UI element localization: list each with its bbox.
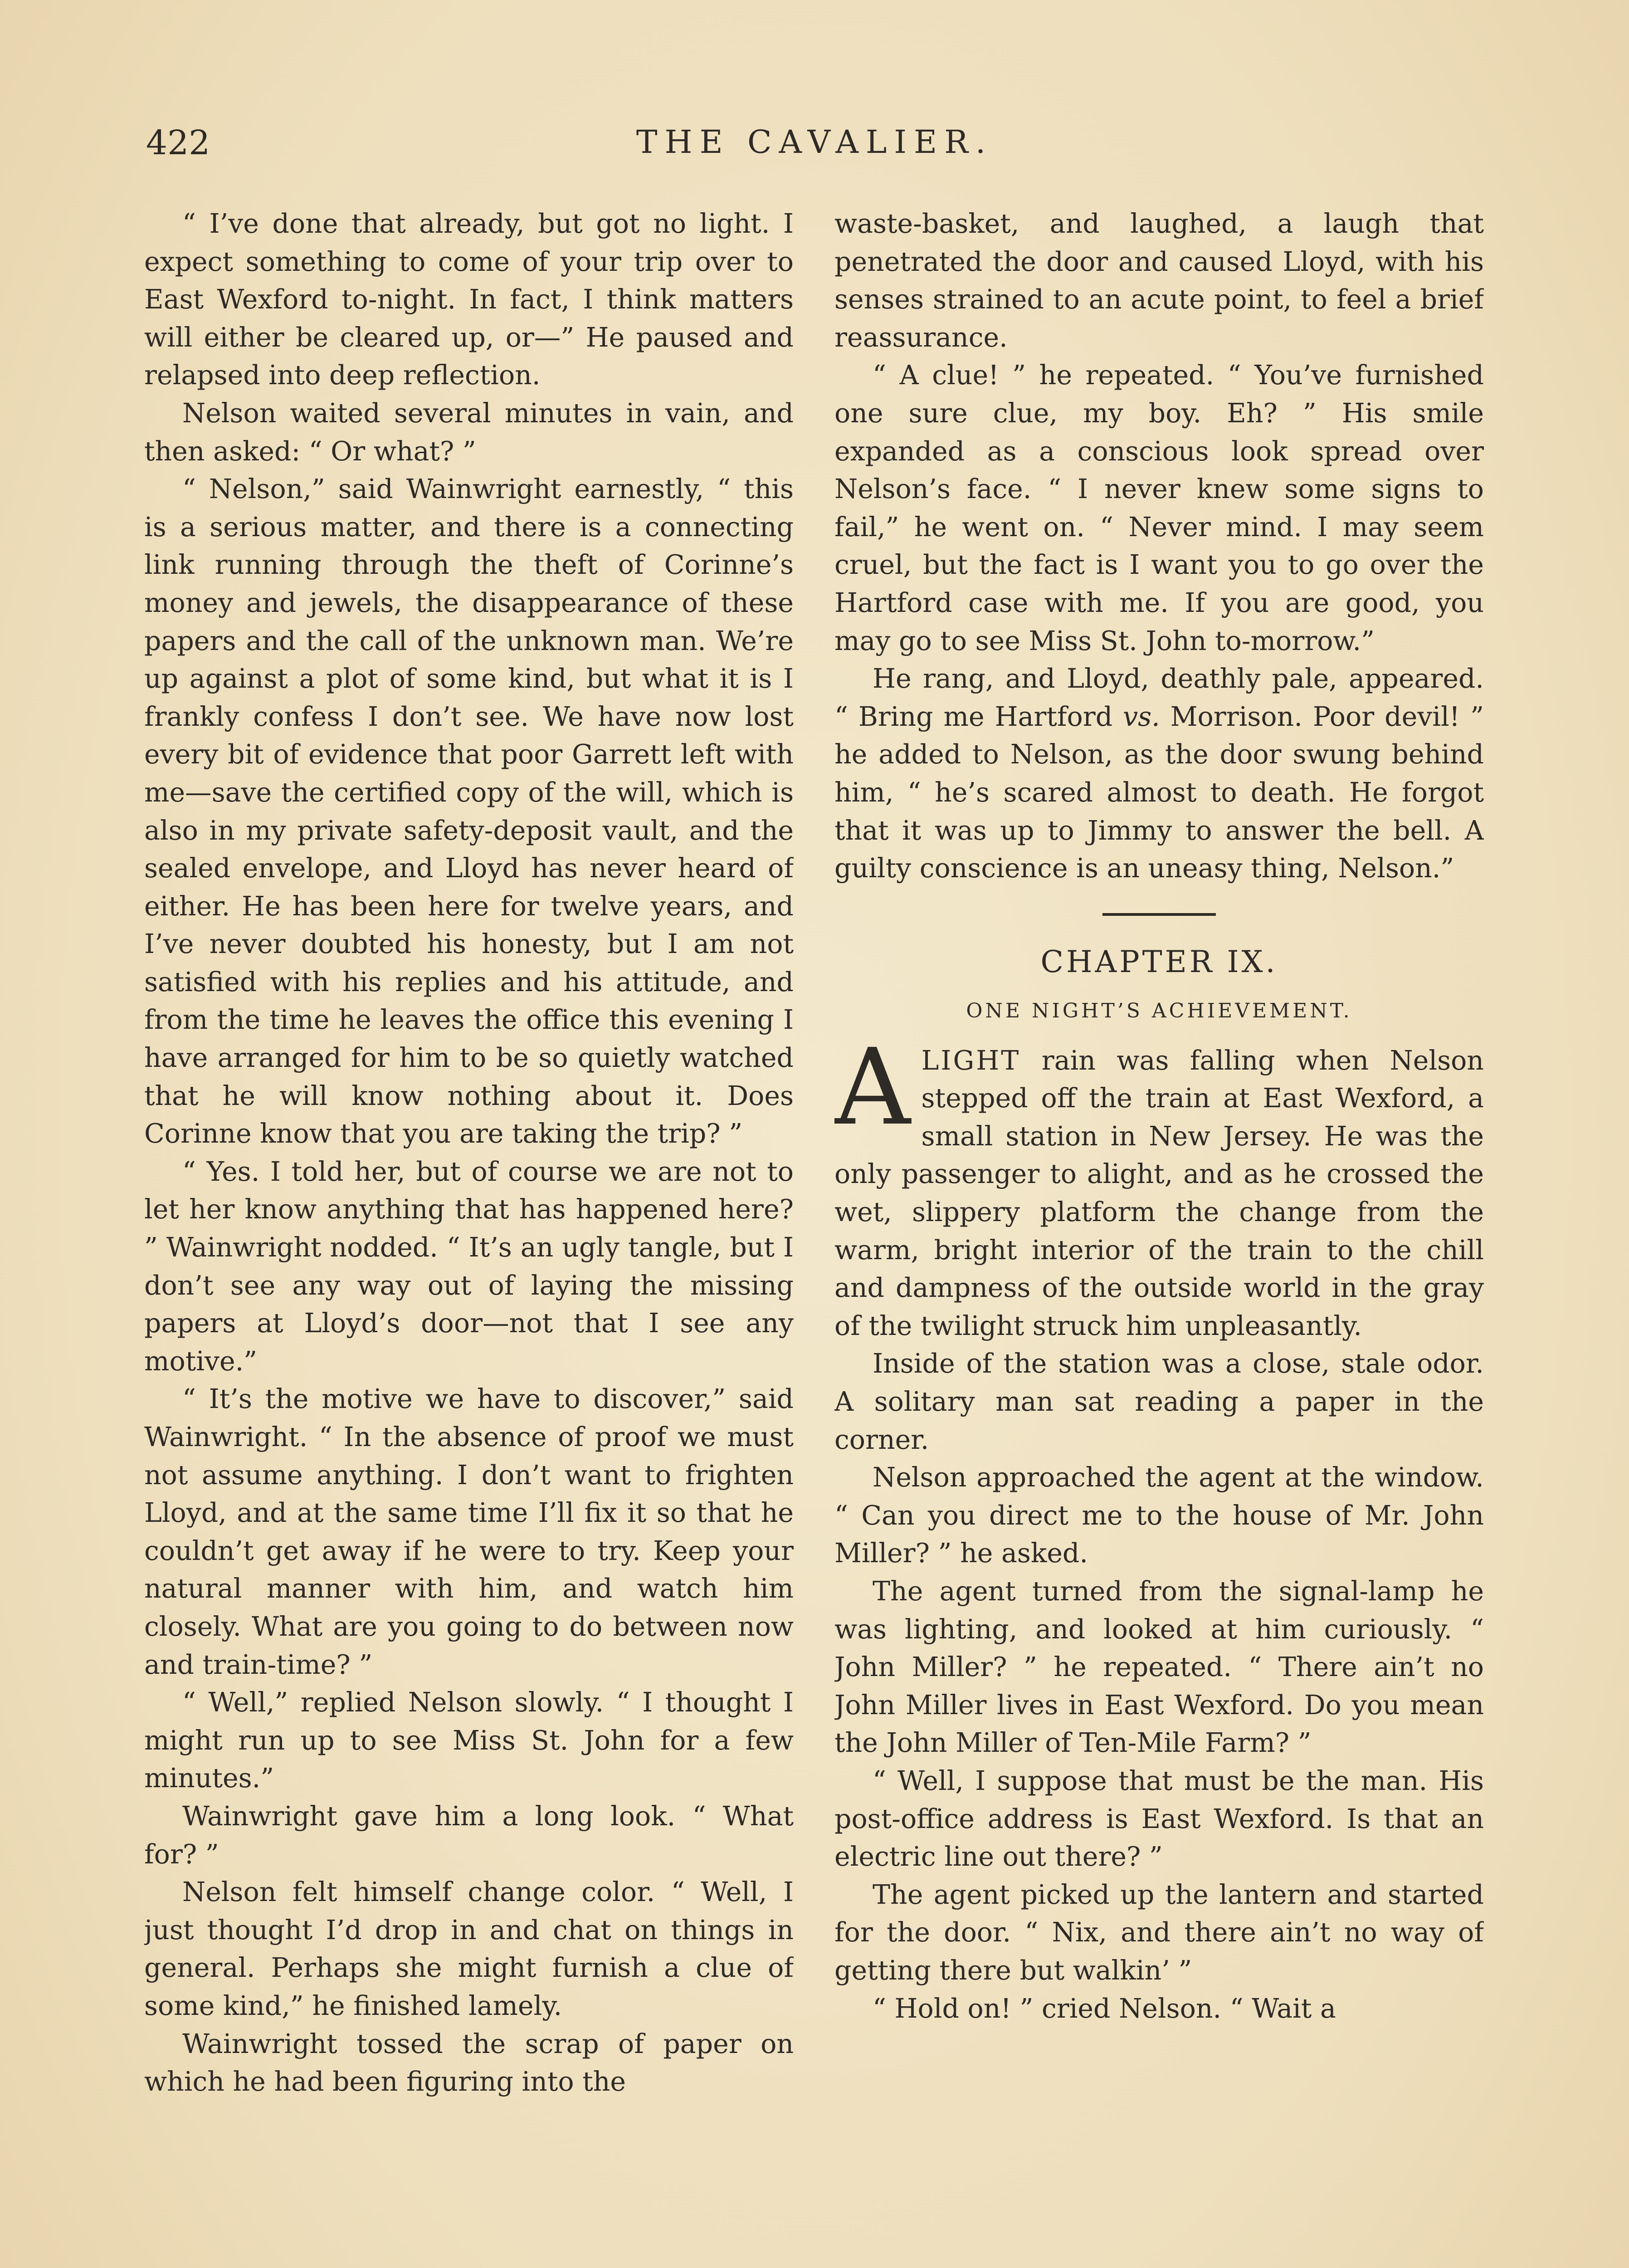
paragraph: “ Well, I suppose that must be the man. His post-office address is East Wexford. Is that an electric line out there? ” bbox=[834, 1765, 1484, 1872]
running-title: THE CAVALIER. bbox=[636, 123, 993, 161]
case-text-after: Morrison. Poor devil! ” he added to Nelson, as the door swung behind him, “ he’s scared almost to death. He forgot that it was up to Jimmy to answer the bell. A guilty conscience is an uneasy thing, Nelson.” bbox=[834, 701, 1484, 884]
paragraph: “ I’ve done that already, but got no light. I expect something to come of your trip over to East Wexford to-night. In fact, I think matters will either be cleared up, or—” He paused and relapsed into deep reflection. bbox=[144, 208, 794, 391]
paragraph: Wainwright tossed the scrap of paper on which he had been figuring into the bbox=[144, 2028, 794, 2097]
section-divider bbox=[1102, 913, 1216, 916]
drop-cap-letter: A bbox=[834, 1026, 911, 1149]
paragraph: Nelson approached the agent at the window. “ Can you direct me to the house of Mr. John Miller? ” he asked. bbox=[834, 1462, 1484, 1569]
paragraph: Nelson waited several minutes in vain, and then asked: “ Or what? ” bbox=[144, 397, 794, 467]
page-number: 422 bbox=[146, 123, 210, 162]
case-text-before: He rang, and Lloyd, deathly pale, appeared. “ Bring me Hartford bbox=[834, 663, 1484, 732]
paragraph: The agent turned from the signal-lamp he was lighting, and looked at him curiously. “ John Miller? ” he repeated. “ There ain’t no John Miller lives in East Wexford. Do you mean the John Miller of Ten-Mile Farm? ” bbox=[834, 1576, 1484, 1759]
paragraph: “ It’s the motive we have to discover,” said Wainwright. “ In the absence of proof we must not assume anything. I don’t want to frighten Lloyd, and at the same time I’ll fix it so that he couldn’t get away if he were to try. Keep your natural manner with him, and watch him closely. What are you going to do between now and train-time? ” bbox=[144, 1383, 794, 1680]
paragraph: “ A clue! ” he repeated. “ You’ve furnished one sure clue, my boy. Eh? ” His smile expanded as a conscious look spread over Nelson’s face. “ I never knew some signs to fail,” he went on. “ Never mind. I may seem cruel, but the fact is I want you to go over the Hartford case with me. If you are good, you may go to see Miss St. John to-morrow.” bbox=[834, 360, 1484, 656]
chapter-opening-paragraph bbox=[834, 1026, 1484, 1345]
paragraph: Nelson felt himself change color. “ Well, I just thought I’d drop in and chat on things in general. Perhaps she might furnish a clue of some kind,” he finished lamely. bbox=[144, 1877, 794, 2021]
paragraph: Wainwright gave him a long look. “ What for? ” bbox=[144, 1800, 794, 1870]
left-column bbox=[144, 205, 794, 2268]
paragraph-case bbox=[834, 660, 1484, 888]
opening-text: rain was falling when Nelson stepped off the train at East Wexford, a small station in New Jersey. He was the only passenger to alight, and as he crossed the wet, slippery platform the change from the warm, bright interior of the train to the chill and dampness of the outside world in the gray of the twilight struck him unpleasantly. bbox=[834, 1045, 1484, 1341]
chapter-subtitle: ONE NIGHT’S ACHIEVEMENT. bbox=[966, 999, 1352, 1022]
paragraph: “ Hold on! ” cried Nelson. “ Wait a bbox=[873, 1993, 1336, 2024]
paragraph: “ Well,” replied Nelson slowly. “ I thought I might run up to see Miss St. John for a few minutes.” bbox=[144, 1687, 794, 1794]
paragraph: “ Nelson,” said Wainwright earnestly, “ this is a serious matter, and there is a connecting link running through the theft of Corinne’s money and jewels, the disappearance of these papers and the call of the unknown man. We’re up against a plot of some kind, but what it is I frankly confess I don’t see. We have now lost every bit of evidence that poor Garrett left with me—save the certified copy of the will, which is also in my private safety-deposit vault, and the sealed envelope, and Lloyd has never heard of either. He has been here for twelve years, and I’ve never doubted his honesty, but I am not satisfied with his replies and his attitude, and from the time he leaves the office this evening I have arranged for him to be so quietly watched that he will know nothing about it. Does Corinne know that you are taking the trip? ” bbox=[144, 474, 794, 1149]
paragraph-continued: waste-basket, and laughed, a laugh that penetrated the door and caused Lloyd, with his senses strained to an acute point, to feel a brief reassurance. bbox=[834, 208, 1484, 353]
case-versus: vs. bbox=[1123, 701, 1160, 732]
paragraph: The agent picked up the lantern and started for the door. “ Nix, and there ain’t no way of getting there but walkin’ ” bbox=[834, 1879, 1484, 1986]
right-column bbox=[834, 205, 1484, 2268]
paragraph: “ Yes. I told her, but of course we are not to let her know anything that has happened here? ” Wainwright nodded. “ It’s an ugly tangle, but I don’t see any way out of laying the missing papers at Lloyd’s door—not that I see any motive.” bbox=[144, 1156, 794, 1377]
opening-word: LIGHT bbox=[921, 1045, 1021, 1076]
paragraph: Inside of the station was a close, stale odor. A solitary man sat reading a paper in the corner. bbox=[834, 1348, 1484, 1455]
chapter-heading: CHAPTER IX. bbox=[1040, 944, 1278, 979]
